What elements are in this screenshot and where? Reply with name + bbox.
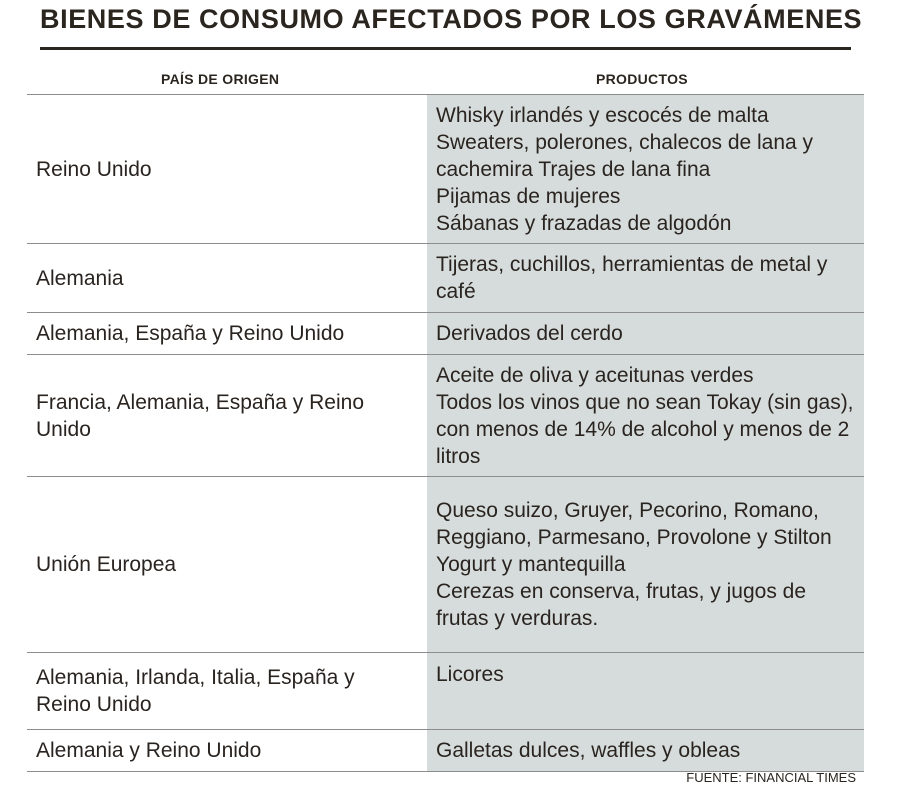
product-item: Aceite de oliva y aceitunas verdes [436,363,754,387]
product-item: Queso suizo, Gruyer, Pecorino, Romano, Reggiano, Parmesano, Provolone y Stilton [436,499,832,549]
country-cell: Alemania, España y Reino Unido [27,313,427,355]
table-header-row [27,63,864,95]
table-row [27,313,864,355]
country-cell: Reino Unido [27,95,427,244]
tariff-goods-table [27,63,864,772]
product-item: Todos los vinos que no sean Tokay (sin gas), con menos de 14% de alcohol y menos de 2 litros [436,390,854,468]
products-cell [427,244,864,313]
product-item: Pijamas de mujeres [436,184,621,208]
table-row [27,653,864,730]
table-row [27,355,864,477]
products-cell [427,95,864,244]
product-item: Sábanas y frazadas de algodón [436,211,732,235]
product-item: Licores [436,663,504,686]
table-row [27,730,864,772]
country-cell: Alemania, Irlanda, Italia, España y Reino Unido [27,653,427,730]
column-header-products: PRODUCTOS [427,63,864,95]
product-item: Cerezas en conserva, frutas, y jugos de frutas y verduras. [436,580,807,630]
product-item: Whisky irlandés y escocés de malta [436,103,769,127]
country-cell: Alemania y Reino Unido [27,730,427,772]
country-cell: Unión Europea [27,477,427,653]
products-cell [427,355,864,477]
table-row [27,477,864,653]
products-cell [427,477,864,653]
table-row [27,244,864,313]
title-divider [40,47,851,50]
table-row [27,95,864,244]
product-item: Tijeras, cuchillos, herramientas de metal y café [436,253,828,303]
products-cell [427,313,864,355]
product-item: Galletas dulces, waffles y obleas [436,739,741,762]
country-cell: Alemania [27,244,427,313]
product-item: Sweaters, polerones, chalecos de lana y cachemira Trajes de lana fina [436,130,814,181]
column-header-country: PAÍS DE ORIGEN [27,63,427,95]
country-cell: Francia, Alemania, España y Reino Unido [27,355,427,477]
product-item: Derivados del cerdo [436,322,623,345]
source-credit: FUENTE: FINANCIAL TIMES [686,770,856,785]
products-cell [427,653,864,730]
products-cell [427,730,864,772]
page-title: BIENES DE CONSUMO AFECTADOS POR LOS GRAVÁMENES [40,4,863,34]
product-item: Yogurt y mantequilla [436,553,626,576]
